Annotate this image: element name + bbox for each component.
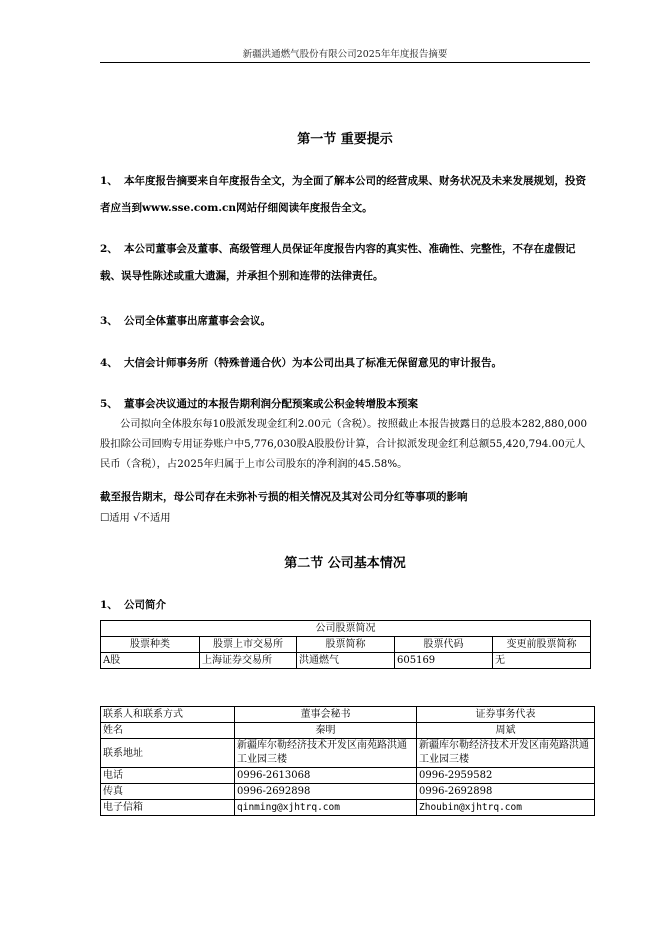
item-5 xyxy=(100,393,592,415)
contact-representative-name: 周斌 xyxy=(417,723,595,739)
applicable-status: ☐适用 √不适用 xyxy=(100,512,171,524)
contact-row-fax xyxy=(101,784,595,800)
stock-cell-type: A股 xyxy=(101,653,200,669)
item-4 xyxy=(100,350,592,377)
item-1-num: 1、 xyxy=(100,175,118,187)
contact-representative-address: 新疆库尔勒经济技术开发区南苑路洪通工业园三楼 xyxy=(417,739,595,768)
contact-representative-email: Zhoubin@xjhtrq.com xyxy=(417,800,595,816)
stock-header-type: 股票种类 xyxy=(101,637,200,653)
contact-row-email xyxy=(101,800,595,816)
stock-table-caption: 公司股票简况 xyxy=(101,621,591,637)
section2-title: 第二节 公司基本情况 xyxy=(284,556,406,571)
stock-cell-abbr: 洪通燃气 xyxy=(297,653,395,669)
stock-table-row xyxy=(101,653,591,669)
contact-row-name xyxy=(101,723,595,739)
stock-header-abbr: 股票简称 xyxy=(297,637,395,653)
contact-representative-phone: 0996-2959582 xyxy=(417,768,595,784)
stock-table-header-row xyxy=(101,637,591,653)
dividend-text: 公司拟向全体股东每10股派发现金红利2.00元（含税）。按照截止本报告披露日的总股本282,880,000股扣除公司回购专用证券账户中5,776,030股A股股份计算，合计拟派发现金红利总额55,420,794.00元人民币（含税），占2025年归属于上市公司股东的净利润的45.58%。 xyxy=(100,418,588,470)
item-5-num: 5、 xyxy=(100,398,118,410)
contact-header-label: 联系人和联系方式 xyxy=(101,707,235,723)
stock-table-caption-row xyxy=(101,621,591,637)
contact-table xyxy=(100,706,595,816)
contact-representative-fax: 0996-2692898 xyxy=(417,784,595,800)
loss-heading: 截至报告期末，母公司存在未弥补亏损的相关情况及其对公司分红等事项的影响 xyxy=(100,491,468,503)
contact-header-secretary: 董事会秘书 xyxy=(235,707,417,723)
sub-1-text: 公司简介 xyxy=(124,599,166,611)
item-3-num: 3、 xyxy=(100,315,118,327)
stock-header-code: 股票代码 xyxy=(395,637,493,653)
item-1 xyxy=(100,168,592,222)
stock-cell-prev-abbr: 无 xyxy=(493,653,591,669)
stock-header-prev-abbr: 变更前股票简称 xyxy=(493,637,591,653)
section1-title: 第一节 重要提示 xyxy=(297,132,393,147)
contact-label-email: 电子信箱 xyxy=(101,800,235,816)
contact-secretary-fax: 0996-2692898 xyxy=(235,784,417,800)
contact-row-phone xyxy=(101,768,595,784)
contact-row-address xyxy=(101,739,595,768)
sub-1 xyxy=(100,592,592,619)
item-3-text: 公司全体董事出席董事会会议。 xyxy=(124,315,271,327)
header-rule xyxy=(100,62,590,63)
contact-header-representative: 证券事务代表 xyxy=(417,707,595,723)
contact-label-name: 姓名 xyxy=(101,723,235,739)
contact-secretary-phone: 0996-2613068 xyxy=(235,768,417,784)
contact-label-address: 联系地址 xyxy=(101,739,235,768)
item-1-text: 本年度报告摘要来自年度报告全文，为全面了解本公司的经营成果、财务状况及未来发展规划，投资者应当到www.sse.com.cn网站仔细阅读年度报告全文。 xyxy=(100,175,586,214)
item-4-text: 大信会计师事务所（特殊普通合伙）为本公司出具了标准无保留意见的审计报告。 xyxy=(124,357,502,369)
contact-label-phone: 电话 xyxy=(101,768,235,784)
item-2-text: 本公司董事会及董事、高级管理人员保证年度报告内容的真实性、准确性、完整性，不存在虚假记载、误导性陈述或重大遗漏，并承担个别和连带的法律责任。 xyxy=(100,243,576,282)
contact-secretary-name: 秦明 xyxy=(235,723,417,739)
stock-cell-exchange: 上海证券交易所 xyxy=(200,653,297,669)
contact-secretary-email: qinming@xjhtrq.com xyxy=(235,800,417,816)
stock-table xyxy=(100,620,591,669)
item-5-text: 董事会决议通过的本报告期利润分配预案或公积金转增股本预案 xyxy=(124,398,418,410)
item-2 xyxy=(100,236,592,290)
page-header: 新疆洪通燃气股份有限公司2025年年度报告摘要 xyxy=(242,49,448,60)
stock-cell-code: 605169 xyxy=(395,653,493,669)
item-2-num: 2、 xyxy=(100,243,118,255)
contact-label-fax: 传真 xyxy=(101,784,235,800)
contact-header-row xyxy=(101,707,595,723)
contact-secretary-address: 新疆库尔勒经济技术开发区南苑路洪通工业园三楼 xyxy=(235,739,417,768)
sub-1-num: 1、 xyxy=(100,599,118,611)
stock-header-exchange: 股票上市交易所 xyxy=(200,637,297,653)
item-3 xyxy=(100,308,592,335)
item-4-num: 4、 xyxy=(100,357,118,369)
